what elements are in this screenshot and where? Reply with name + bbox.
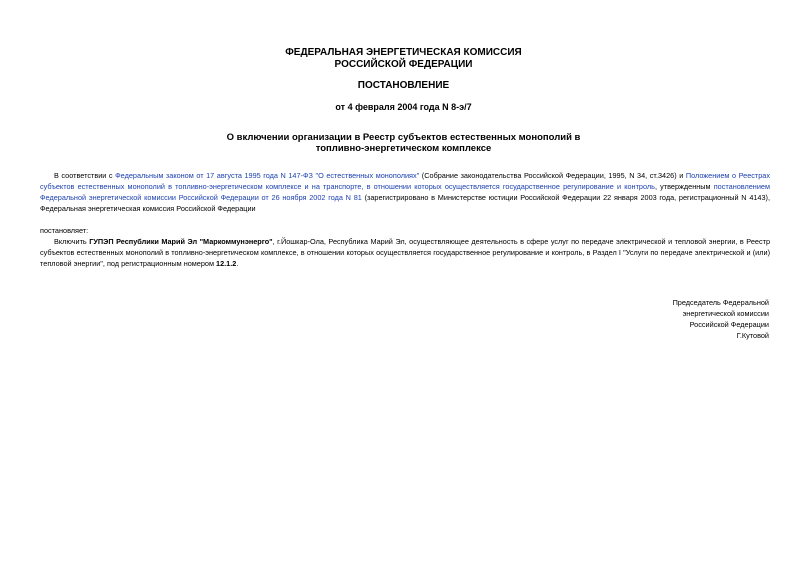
preamble-text-3: , утвержденным <box>654 182 714 191</box>
document-type: ПОСТАНОВЛЕНИЕ <box>357 80 450 91</box>
fek-resolution-link[interactable]: постановлением Федеральной энергетической комиссии Российской Федерации от 26 ноября 2002 года N 81 <box>40 182 770 202</box>
operative-text-1: Включить <box>54 237 90 246</box>
document-date-number: от 4 февраля 2004 года N 8-э/7 <box>335 102 472 112</box>
preamble-text-4: (зарегистрировано в Министерстве юстиции Российской Федерации 22 января 2003 года, регистрационный N 4143), Федеральная энергетическая комиссия Российской Федерации <box>40 193 771 213</box>
operative-text-2: , г.Йошкар-Ола, Республика Марий Эл, осуществляющее деятельность в сфере услуг по передаче электрической и тепловой энергии, в Реестр субъектов естественных монополий в топливно-энергетическом комплексе, в отношении которых осуществляется государственное регулирование и контроль, в Раздел I "Услуги по передаче электрической и (или) тепловой энергии", под регистрационным номером <box>40 237 771 268</box>
signature-line1: Председатель Федеральной <box>672 298 769 307</box>
registration-number: 12.1.2 <box>216 259 237 268</box>
preamble-paragraph <box>40 170 770 214</box>
organization-name: ГУПЭП Республики Марий Эл "Маркоммунэнерго" <box>89 237 273 246</box>
document-title-line2: топливно-энергетическом комплексе <box>315 143 492 154</box>
org-name-line2: РОССИЙСКОЙ ФЕДЕРАЦИИ <box>334 59 473 70</box>
federal-law-link[interactable]: Федеральным законом от 17 августа 1995 года N 147-ФЗ "О естественных монополиях" <box>115 171 420 180</box>
signature-name: Г.Кутовой <box>736 331 769 340</box>
resolves-label: постановляет: <box>40 226 89 235</box>
document-title-line1: О включении организации в Реестр субъектов естественных монополий в <box>226 132 581 143</box>
operative-paragraph <box>40 236 770 269</box>
org-name-line1: ФЕДЕРАЛЬНАЯ ЭНЕРГЕТИЧЕСКАЯ КОМИССИЯ <box>285 47 522 58</box>
signature-block <box>673 297 769 341</box>
registry-regulation-link[interactable]: Положением о Реестрах субъектов естественных монополий в топливно-энергетическом комплексе и на транспорте, в отношении которых осуществляется государственное регулирование и контроль <box>40 171 771 191</box>
preamble-text-1: В соответствии с <box>54 171 116 180</box>
signature-line2: энергетической комиссии <box>682 309 769 318</box>
signature-line3: Российской Федерации <box>689 320 769 329</box>
preamble-text-2: (Собрание законодательства Российской Федерации, 1995, N 34, ст.3426) и <box>419 171 686 180</box>
operative-text-3: . <box>236 259 239 268</box>
